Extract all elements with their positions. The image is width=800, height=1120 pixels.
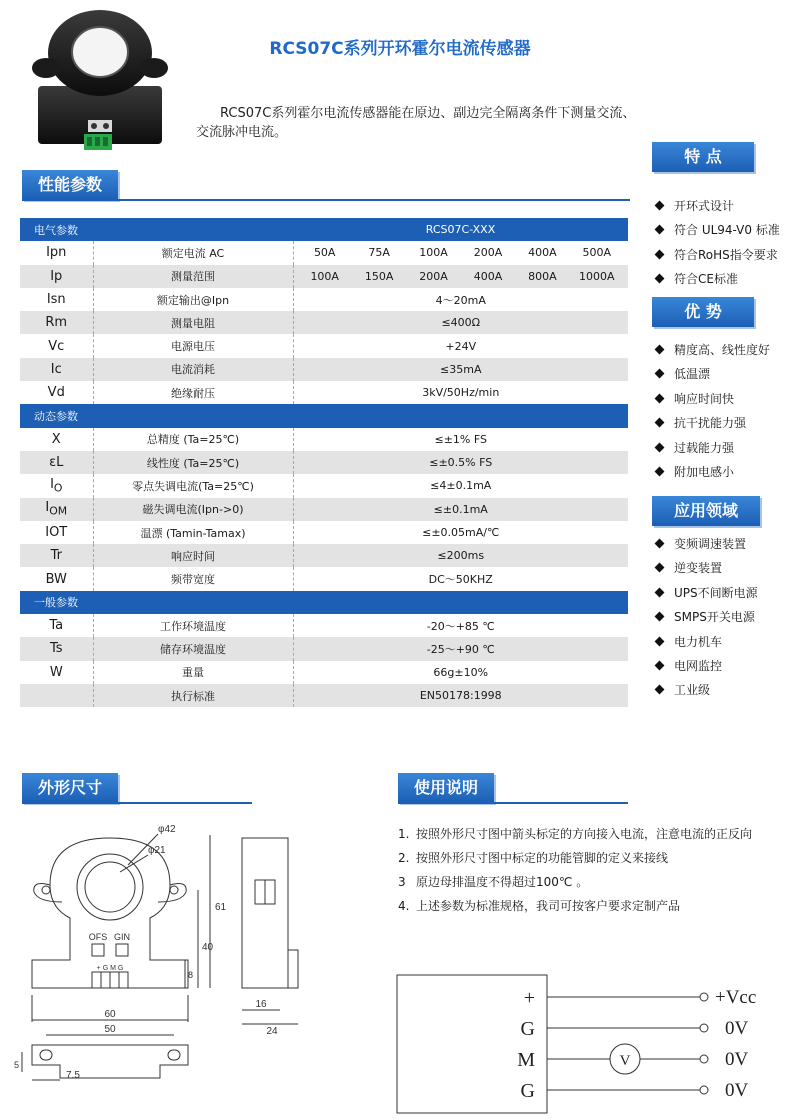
table-row: [20, 614, 628, 637]
output-label: 0V: [725, 1018, 749, 1039]
features-list: [652, 194, 797, 292]
param-cell: 500A: [582, 246, 612, 260]
param-name: 线性度 (Ta=25℃): [93, 451, 293, 474]
list-item: [652, 678, 797, 702]
param-cell: 800A: [528, 269, 557, 283]
param-cell: 400A: [473, 269, 503, 283]
pin-labels: + G M G: [96, 965, 124, 972]
dim-label: φ21: [148, 845, 166, 856]
list-item: [652, 194, 797, 218]
dim-label: φ42: [158, 824, 176, 835]
table-row: [20, 684, 628, 707]
section-applications-header: 应用领域: [652, 496, 760, 526]
list-item-text: 附加电感小: [674, 464, 735, 479]
terminal-icon: [700, 993, 708, 1001]
table-row: [20, 521, 628, 544]
bullet-diamond-icon: [655, 636, 665, 646]
usage-num: 1.: [398, 827, 410, 841]
list-item: [652, 460, 797, 484]
list-item: [652, 436, 797, 460]
bullet-diamond-icon: [655, 201, 665, 211]
group-row-general: [20, 591, 628, 614]
list-item-text: 符合 UL94-V0 标准: [674, 223, 780, 238]
param-name: 测量电阻: [93, 311, 293, 334]
param-value: ≤±0.5% FS: [293, 451, 628, 474]
param-value: ≤400Ω: [293, 311, 628, 334]
section-usage-divider: [398, 802, 628, 804]
param-symbol: Ta: [20, 614, 93, 637]
terminal-icon: [700, 1024, 708, 1032]
table-row: [20, 334, 628, 357]
group-label: 动态参数: [20, 404, 628, 427]
mounting-hole-right: [170, 886, 178, 894]
wiring-diagram: [395, 972, 795, 1117]
param-value: ≤±0.1mA: [293, 498, 628, 521]
list-item: [652, 532, 797, 556]
symbol-main: I: [50, 477, 54, 493]
list-item: [652, 411, 797, 435]
list-item-text: SMPS开关电源: [674, 610, 755, 625]
list-item: [652, 338, 797, 362]
param-values: [293, 265, 628, 288]
list-item-text: 开环式设计: [674, 199, 735, 213]
output-label: 0V: [725, 1049, 749, 1070]
pin-label-m: M: [517, 1049, 535, 1071]
section-params-divider: [22, 199, 630, 201]
list-item: [652, 243, 797, 267]
table-row: [20, 451, 628, 474]
params-table: [20, 218, 628, 707]
slot-right: [168, 1050, 180, 1060]
applications-list: [652, 532, 797, 703]
list-item-text: 符合RoHS指令要求: [674, 247, 778, 262]
dim-label: 50: [104, 1024, 116, 1035]
param-name: 绝缘耐压: [93, 381, 293, 404]
group-row-electrical: [20, 218, 628, 241]
list-item: [652, 362, 797, 386]
table-row: [20, 661, 628, 684]
voltmeter-label: V: [619, 1053, 631, 1069]
param-value: DC～50KHZ: [293, 567, 628, 590]
param-symbol: BW: [20, 567, 93, 590]
list-item: [652, 556, 797, 580]
param-symbol: [20, 474, 93, 497]
slot-left: [40, 1050, 52, 1060]
intro-text: [196, 104, 666, 142]
model-label: RCS07C-XXX: [293, 218, 628, 241]
dim-label: 24: [266, 1026, 278, 1037]
symbol-sub: OM: [49, 505, 68, 518]
terminal-icon: [700, 1055, 708, 1063]
param-value: ≤4±0.1mA: [293, 474, 628, 497]
usage-num: 2.: [398, 851, 410, 865]
dim-label: 16: [255, 999, 267, 1010]
symbol-main: I: [45, 500, 50, 516]
pin-label-g1: G: [520, 1018, 535, 1040]
param-name: 执行标准: [93, 684, 293, 707]
list-item: [652, 581, 797, 605]
usage-item: [398, 870, 793, 894]
param-cell: 50A: [313, 246, 336, 260]
dim-label: 5: [14, 1060, 20, 1070]
aperture: [85, 862, 135, 912]
param-cell: 150A: [364, 269, 394, 283]
group-row-dynamic: [20, 404, 628, 427]
list-item-text: 响应时间快: [674, 391, 735, 406]
usage-text: 按照外形尺寸图中标定的功能管脚的定义来接线: [416, 851, 669, 865]
side-view-body: [242, 838, 288, 988]
param-value: +24V: [293, 334, 628, 357]
pin-label-plus: +: [523, 987, 535, 1009]
bullet-diamond-icon: [655, 345, 665, 355]
list-item-text: 过载能力强: [674, 440, 735, 455]
bullet-diamond-icon: [655, 587, 665, 597]
param-name: 响应时间: [93, 544, 293, 567]
list-item: [652, 387, 797, 411]
table-row: [20, 288, 628, 311]
ofs-label: OFS: [88, 932, 108, 942]
terminal-icon: [700, 1086, 708, 1094]
param-name: 磁失调电流(Ipn->0): [93, 498, 293, 521]
list-item-text: 电网监控: [674, 658, 723, 673]
param-value: 4～20mA: [293, 288, 628, 311]
param-symbol: Ts: [20, 637, 93, 660]
section-params-header: 性能参数: [22, 170, 118, 200]
dim-label: 8: [188, 970, 194, 980]
param-value: -20～+85 ℃: [293, 614, 628, 637]
ofs-trimmer: [92, 944, 104, 956]
dim-label: 61: [215, 902, 227, 913]
param-symbol: Tr: [20, 544, 93, 567]
param-value: ≤35mA: [293, 358, 628, 381]
param-symbol: Ipn: [20, 241, 93, 264]
group-label: 一般参数: [20, 591, 628, 614]
param-name: 电流消耗: [93, 358, 293, 381]
list-item-text: UPS不间断电源: [674, 585, 758, 600]
usage-num: 3: [398, 875, 406, 889]
intro-line-2: 交流脉冲电流。: [196, 125, 288, 140]
param-name: 测量范围: [93, 265, 293, 288]
param-name: 电源电压: [93, 334, 293, 357]
symbol-sub: O: [53, 481, 63, 495]
gin-label: GIN: [113, 932, 131, 942]
list-item-text: 精度高、线性度好: [674, 343, 771, 357]
product-photo: [30, 8, 170, 158]
mounting-hole-left: [42, 886, 50, 894]
param-value: EN50178:1998: [293, 684, 628, 707]
list-item-text: 变频调速装置: [674, 537, 747, 551]
list-item-text: 抗干扰能力强: [674, 416, 747, 431]
bullet-diamond-icon: [655, 393, 665, 403]
group-label: 电气参数: [20, 218, 293, 241]
section-dims-header: 外形尺寸: [22, 773, 118, 803]
bottom-view-outline: [32, 1045, 188, 1078]
param-name: 频带宽度: [93, 567, 293, 590]
usage-list: [398, 822, 793, 918]
table-row: [20, 474, 628, 497]
param-cell: 200A: [473, 246, 503, 260]
list-item: [652, 267, 797, 291]
param-cell: 100A: [419, 246, 448, 260]
list-item: [652, 218, 797, 242]
bullet-diamond-icon: [655, 442, 665, 452]
list-item: [652, 654, 797, 678]
bullet-diamond-icon: [655, 539, 665, 549]
dim-label: 60: [104, 1009, 116, 1020]
intro-line-1: RCS07C系列霍尔电流传感器能在原边、副边完全隔离条件下测量交流、: [220, 106, 636, 121]
param-name: 工作环境温度: [93, 614, 293, 637]
param-symbol: Vc: [20, 334, 93, 357]
param-value: ≤±1% FS: [293, 428, 628, 451]
advantages-list: [652, 338, 797, 484]
param-name: 额定电流 AC: [93, 241, 293, 264]
param-cell: 100A: [310, 269, 339, 283]
bullet-diamond-icon: [655, 563, 665, 573]
usage-text: 按照外形尺寸图中箭头标定的方向接入电流，注意电流的正反向: [416, 827, 753, 841]
table-row: [20, 311, 628, 334]
param-symbol: [20, 498, 93, 521]
param-cell: 400A: [528, 246, 557, 260]
side-view-connector: [288, 950, 298, 988]
param-value: 3kV/50Hz/min: [293, 381, 628, 404]
param-value: -25～+90 ℃: [293, 637, 628, 660]
bullet-diamond-icon: [655, 225, 665, 235]
bullet-diamond-icon: [655, 612, 665, 622]
param-name: 温漂 (Tamin-Tamax): [93, 521, 293, 544]
table-row: [20, 544, 628, 567]
param-name: 重量: [93, 661, 293, 684]
list-item: [652, 605, 797, 629]
param-cell: 75A: [368, 246, 390, 260]
usage-num: 4.: [398, 899, 410, 913]
table-row: [20, 358, 628, 381]
param-cell: 200A: [419, 269, 448, 283]
dim-label: 7.5: [66, 1070, 80, 1081]
list-item-text: 逆变装置: [674, 561, 723, 576]
param-symbol: Isn: [20, 288, 93, 311]
list-item-text: 低温漂: [674, 367, 711, 382]
param-name: 额定输出@Ipn: [93, 288, 293, 311]
param-symbol: Rm: [20, 311, 93, 334]
table-row: [20, 428, 628, 451]
param-symbol: εL: [20, 451, 93, 474]
table-row: [20, 381, 628, 404]
section-dims-divider: [22, 802, 252, 804]
section-features-header: 特 点: [652, 142, 754, 172]
bullet-diamond-icon: [655, 661, 665, 671]
param-symbol: IOT: [20, 521, 93, 544]
param-symbol: Ic: [20, 358, 93, 381]
section-advantages-header: 优 势: [652, 297, 754, 327]
param-name: 储存环境温度: [93, 637, 293, 660]
bullet-diamond-icon: [655, 685, 665, 695]
bullet-diamond-icon: [655, 274, 665, 284]
table-row: [20, 241, 628, 264]
section-usage-header: 使用说明: [398, 773, 494, 803]
usage-item: [398, 894, 793, 918]
usage-text: 原边母排温度不得超过100℃ 。: [416, 875, 589, 889]
param-symbol: X: [20, 428, 93, 451]
list-item-text: 电力机车: [674, 634, 723, 649]
param-value: ≤200ms: [293, 544, 628, 567]
param-symbol: Ip: [20, 265, 93, 288]
table-row: [20, 265, 628, 288]
table-row: [20, 498, 628, 521]
pin-label-g2: G: [520, 1080, 535, 1102]
dim-label: 40: [202, 942, 214, 953]
param-values: [293, 241, 628, 264]
gin-trimmer: [116, 944, 128, 956]
param-name: 零点失调电流(Ta=25℃): [93, 474, 293, 497]
output-label: +Vcc: [715, 987, 757, 1008]
param-symbol: W: [20, 661, 93, 684]
param-value: ≤±0.05mA/℃: [293, 521, 628, 544]
bullet-diamond-icon: [655, 249, 665, 259]
bullet-diamond-icon: [655, 467, 665, 477]
usage-item: [398, 846, 793, 870]
page-title: RCS07C系列开环霍尔电流传感器: [269, 39, 531, 59]
list-item-text: 工业级: [674, 683, 711, 698]
usage-item: [398, 822, 793, 846]
bullet-diamond-icon: [655, 418, 665, 428]
param-name: 总精度 (Ta=25℃): [93, 428, 293, 451]
list-item: [652, 630, 797, 654]
param-cell: 1000A: [579, 269, 615, 283]
bullet-diamond-icon: [655, 369, 665, 379]
table-row: [20, 567, 628, 590]
param-value: 66g±10%: [293, 661, 628, 684]
param-symbol: Vd: [20, 381, 93, 404]
output-label: 0V: [725, 1080, 749, 1101]
param-symbol: [20, 684, 93, 707]
usage-text: 上述参数为标准规格，我司可按客户要求定制产品: [416, 899, 681, 913]
dimension-drawing: [10, 810, 330, 1115]
table-row: [20, 637, 628, 660]
list-item-text: 符合CE标准: [674, 272, 738, 287]
